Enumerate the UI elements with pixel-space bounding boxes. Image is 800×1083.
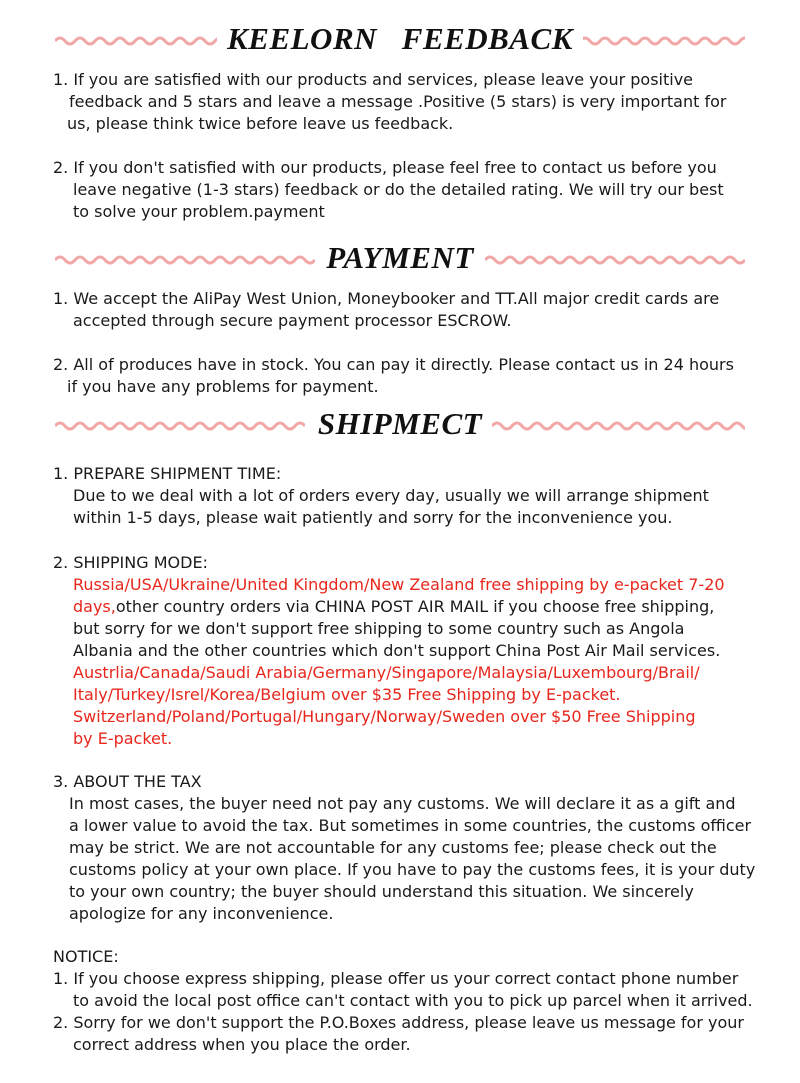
text-segment: other country orders via CHINA POST AIR MAIL if you choose free shipping,	[115, 597, 715, 616]
feedback-header	[0, 20, 800, 60]
text-line: within 1-5 days, please wait patiently and sorry for the inconvenience you.	[73, 508, 673, 527]
text-line: 1. If you choose express shipping, please offer us your correct contact phone number	[53, 969, 739, 988]
text-line: correct address when you place the order.	[73, 1035, 411, 1054]
text-line: Italy/Turkey/Isrel/Korea/Belgium over $35 Free Shipping by E-packet.	[73, 685, 621, 704]
text-line: 2. Sorry for we don't support the P.O.Boxes address, please leave us message for your	[53, 1013, 744, 1032]
feedback-paragraph-1	[53, 69, 726, 135]
text-line: feedback and 5 stars and leave a message .Positive (5 stars) is very important for	[69, 92, 727, 111]
text-line: Switzerland/Poland/Portugal/Hungary/Norway/Sweden over $50 Free Shipping	[73, 707, 696, 726]
notice-section	[53, 946, 753, 1056]
mode-heading: 2. SHIPPING MODE:	[53, 553, 208, 572]
text-line: leave negative (1-3 stars) feedback or do the detailed rating. We will try our best	[73, 180, 724, 199]
text-line: to solve your problem.payment	[73, 202, 325, 221]
shipment-title: SHIPMECT	[308, 406, 492, 441]
text-line: to avoid the local post office can't contact with you to pick up parcel when it arrived.	[73, 991, 753, 1010]
tax-heading: 3. ABOUT THE TAX	[53, 772, 202, 791]
payment-title: PAYMENT	[316, 240, 484, 275]
text-line: to your own country; the buyer should understand this situation. We sincerely	[69, 882, 694, 901]
text-line: apologize for any inconvenience.	[69, 904, 334, 923]
text-line: if you have any problems for payment.	[67, 377, 379, 396]
text-line: 1. If you are satisfied with our products and services, please leave your positive	[53, 70, 694, 89]
text-line: by E-packet.	[73, 729, 173, 748]
payment-paragraph-2	[53, 354, 734, 398]
text-line: but sorry for we don't support free shipping to some country such as Angola	[73, 619, 685, 638]
prepare-heading: 1. PREPARE SHIPMENT TIME:	[53, 464, 282, 483]
text-line: Austrlia/Canada/Saudi Arabia/Germany/Singapore/Malaysia/Luxembourg/Brail/	[73, 663, 700, 682]
text-line: a lower value to avoid the tax. But sometimes in some countries, the customs officer	[69, 816, 752, 835]
shipment-tax	[53, 771, 755, 925]
notice-heading: NOTICE:	[53, 947, 119, 966]
text-segment: days,	[73, 597, 116, 616]
text-line: 2. If you don't satisfied with our products, please feel free to contact us before you	[53, 158, 717, 177]
text-line: accepted through secure payment processor ESCROW.	[73, 311, 512, 330]
shipment-mode	[53, 552, 725, 750]
text-line: customs policy at your own place. If you have to pay the customs fees, it is your duty	[69, 860, 756, 879]
text-line: Russia/USA/Ukraine/United Kingdom/New Zealand free shipping by e-packet 7-20	[73, 575, 725, 594]
feedback-paragraph-2	[53, 157, 724, 223]
text-line: Albania and the other countries which don't support China Post Air Mail services.	[73, 641, 721, 660]
text-line: us, please think twice before leave us feedback.	[67, 114, 454, 133]
shipment-header	[0, 405, 800, 445]
text-line: 1. We accept the AliPay West Union, Moneybooker and TT.All major credit cards are	[53, 289, 720, 308]
text-line: 2. All of produces have in stock. You can pay it directly. Please contact us in 24 hours	[53, 355, 734, 374]
shipment-prepare	[53, 463, 709, 529]
text-line: In most cases, the buyer need not pay any customs. We will declare it as a gift and	[69, 794, 736, 813]
feedback-title: KEELORN FEEDBACK	[217, 21, 583, 56]
text-line: Due to we deal with a lot of orders every day, usually we will arrange shipment	[73, 486, 709, 505]
text-line: may be strict. We are not accountable for any customs fee; please check out the	[69, 838, 717, 857]
payment-header	[0, 239, 800, 279]
payment-paragraph-1	[53, 288, 719, 332]
